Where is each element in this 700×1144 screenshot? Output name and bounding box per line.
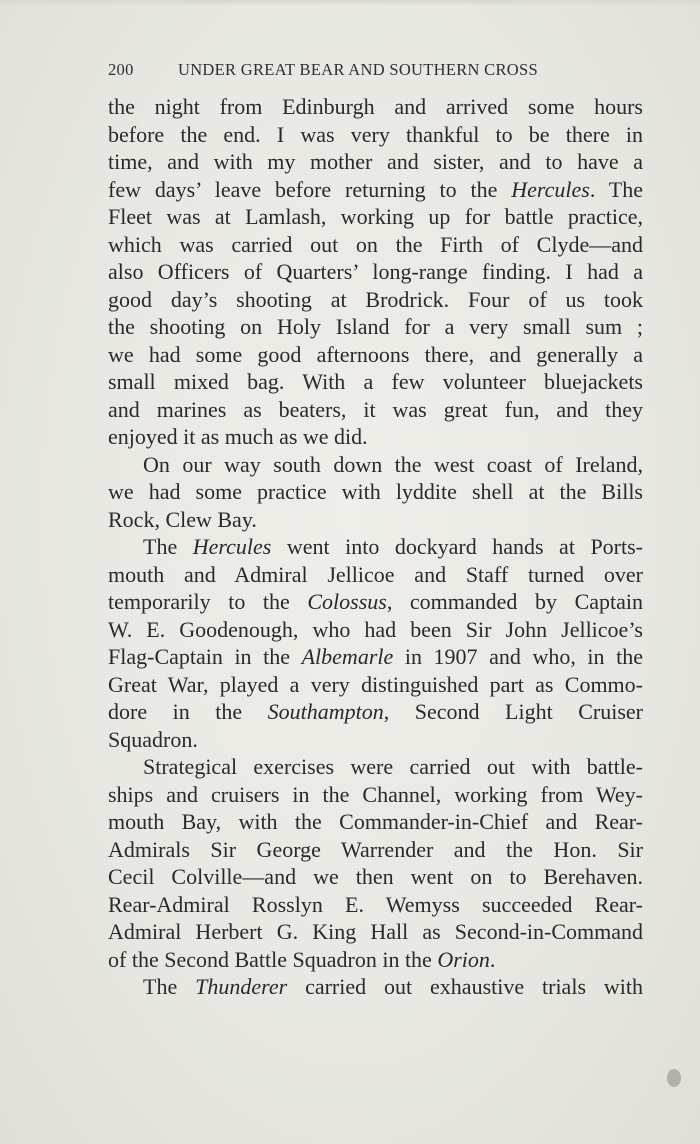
italic-ship-name: Thunderer bbox=[195, 974, 288, 999]
text-segment: dore in the bbox=[108, 699, 268, 724]
text-line bbox=[108, 313, 643, 341]
italic-ship-name: Albemarle bbox=[301, 644, 394, 669]
text-segment: carried out exhaustive trials with bbox=[287, 974, 644, 999]
text-line bbox=[108, 148, 643, 176]
text-segment: ships and cruisers in the Channel, working from Wey- bbox=[108, 781, 643, 807]
text-line bbox=[108, 451, 643, 479]
text-segment: Flag-Captain in the bbox=[108, 644, 302, 669]
text-line bbox=[108, 423, 643, 451]
text-segment: On our way south down the west coast of Ireland, bbox=[143, 451, 643, 477]
text-line bbox=[108, 918, 643, 946]
text-segment: few days’ leave before returning to the bbox=[108, 176, 512, 202]
text-segment: mouth and Admiral Jellicoe and Staff turned over bbox=[108, 561, 643, 587]
text-segment: the night from Edinburgh and arrived some hours bbox=[108, 94, 643, 119]
text-segment: in 1907 and who, in the bbox=[393, 644, 643, 669]
text-line bbox=[108, 973, 643, 1001]
text-line bbox=[108, 946, 643, 974]
text-segment: Cecil Colville—and we then went on to Berehaven. bbox=[108, 864, 643, 889]
text-line bbox=[108, 781, 643, 809]
italic-ship-name: Orion bbox=[437, 946, 490, 972]
page-top-shadow bbox=[0, 0, 700, 6]
text-line bbox=[108, 203, 643, 231]
text-line bbox=[108, 396, 643, 424]
italic-ship-name: Southampton bbox=[267, 699, 384, 724]
text-line bbox=[108, 753, 643, 781]
text-segment: small mixed bag. With a few volunteer bluejackets bbox=[108, 369, 643, 394]
text-segment: also Officers of Quarters’ long-range finding. I had a bbox=[108, 259, 643, 284]
text-segment: , Second Light Cruiser bbox=[383, 699, 643, 724]
text-segment: W. E. Goodenough, who had been Sir John Jellicoe’s bbox=[108, 616, 643, 642]
text-line bbox=[108, 698, 643, 726]
text-line bbox=[108, 643, 643, 671]
text-line bbox=[108, 836, 643, 864]
text-segment: The bbox=[143, 534, 193, 559]
text-line bbox=[108, 368, 643, 396]
text-segment: which was carried out on the Firth of Clyde—and bbox=[108, 231, 643, 257]
running-title: UNDER GREAT BEAR AND SOUTHERN CROSS bbox=[178, 60, 538, 79]
text-segment: the shooting on Holy Island for a very small sum ; bbox=[108, 314, 643, 339]
running-header bbox=[108, 60, 644, 84]
text-line bbox=[108, 258, 643, 286]
text-line bbox=[108, 863, 643, 891]
text-line bbox=[108, 341, 643, 369]
text-segment: good day’s shooting at Brodrick. Four of us took bbox=[108, 286, 643, 312]
text-segment: . The bbox=[589, 176, 643, 202]
text-line bbox=[108, 616, 643, 644]
text-segment: , commanded by Captain bbox=[386, 589, 643, 614]
text-line bbox=[108, 588, 643, 616]
text-segment: time, and with my mother and sister, and to have a bbox=[108, 149, 643, 174]
body-text bbox=[108, 93, 643, 1001]
text-segment: Admirals Sir George Warrender and the Hon. Sir bbox=[108, 836, 643, 862]
text-segment: Great War, played a very distinguished part as Commo- bbox=[108, 671, 643, 697]
text-segment: enjoyed it as much as we did. bbox=[108, 424, 368, 449]
text-line bbox=[108, 176, 643, 204]
text-line bbox=[108, 93, 643, 121]
italic-ship-name: Colossus bbox=[307, 589, 387, 614]
text-line bbox=[108, 286, 643, 314]
text-line bbox=[108, 506, 643, 534]
page-number: 200 bbox=[108, 60, 134, 79]
text-segment: mouth Bay, with the Commander-in-Chief and Rear- bbox=[108, 809, 643, 834]
text-segment: Admiral Herbert G. King Hall as Second-in-Command bbox=[108, 919, 643, 944]
text-line bbox=[108, 808, 643, 836]
text-line bbox=[108, 561, 643, 589]
text-segment: we had some good afternoons there, and generally a bbox=[108, 341, 643, 367]
text-line bbox=[108, 478, 643, 506]
text-line bbox=[108, 671, 643, 699]
text-segment: went into dockyard hands at Ports- bbox=[271, 534, 644, 559]
text-segment: Squadron. bbox=[108, 726, 198, 752]
text-segment: of the Second Battle Squadron in the bbox=[108, 946, 438, 972]
paper-blemish bbox=[667, 1069, 681, 1087]
italic-ship-name: Hercules bbox=[511, 176, 590, 202]
italic-ship-name: Hercules bbox=[192, 534, 272, 559]
text-segment: Fleet was at Lamlash, working up for battle practice, bbox=[108, 204, 643, 229]
text-segment: we had some practice with lyddite shell at the Bills bbox=[108, 479, 643, 504]
text-line bbox=[108, 891, 643, 919]
text-segment: temporarily to the bbox=[108, 589, 308, 614]
text-segment: . bbox=[489, 946, 496, 972]
text-line bbox=[108, 533, 643, 561]
text-segment: before the end. I was very thankful to be there in bbox=[108, 121, 643, 147]
text-line bbox=[108, 121, 643, 149]
text-segment: The bbox=[143, 974, 196, 999]
text-line bbox=[108, 231, 643, 259]
text-segment: Rock, Clew Bay. bbox=[108, 506, 257, 532]
text-segment: Strategical exercises were carried out with battle- bbox=[143, 754, 643, 779]
text-segment: Rear-Admiral Rosslyn E. Wemyss succeeded Rear- bbox=[108, 891, 643, 917]
text-segment: and marines as beaters, it was great fun, and they bbox=[108, 396, 643, 422]
text-line bbox=[108, 726, 643, 754]
